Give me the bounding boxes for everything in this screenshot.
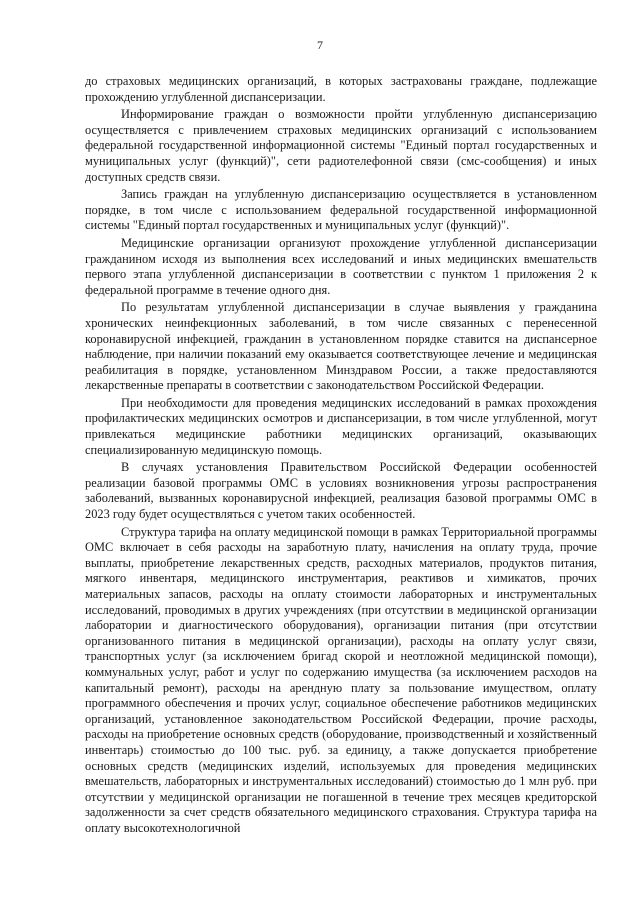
paragraph-informing: Информирование граждан о возможности пройти углубленную диспансеризацию осуществляется с привлечением страховых медицинских организаций с использованием федеральной государственной информационной системы "Единый портал государственных и муниципальных услуг (функций)", сети радиотелефонной связи (смс-сообщения) и иных доступных средств связи. xyxy=(85,107,597,184)
paragraph-specialists: При необходимости для проведения медицинских исследований в рамках прохождения профилактических медицинских осмотров и диспансеризации, в том числе углубленной, могут привлекаться медицинские работники медицинских организаций, оказывающих специализированную медицинскую помощь. xyxy=(85,395,597,457)
paragraph-tariff-structure: Структура тарифа на оплату медицинской помощи в рамках Территориальной программы ОМС включает в себя расходы на заработную плату, начисления на оплату труда, прочие выплаты, приобретение лекарственных средств, расходных материалов, продуктов питания, мягкого инвентаря, медицинского инструментария, реактивов и химикатов, прочих материальных запасов, расходы на оплату стоимости лабораторных и инструментальных исследований, проводимых в других учреждениях (при отсутствии в медицинской организации лаборатории и диагностического оборудования), организации питания (при отсутствии организованного питания в медицинской организации), расходы на оплату услуг связи, транспортных услуг (за исключением бригад скорой и неотложной медицинской помощи), коммунальных услуг, работ и услуг по содержанию имущества (за исключением расходов на капитальный ремонт), расходы на арендную плату за пользование имуществом, оплату программного обеспечения и прочих услуг, социальное обеспечение работников медицинских организаций, установленное законодательством Российской Федерации, прочие расходы, расходы на приобретение основных средств (оборудование, производственный и хозяйственный инвентарь) стоимостью до 100 тыс. руб. за единицу, а также допускается приобретение основных средств (медицинских изделий, используемых для проведения медицинских вмешательств, лабораторных и инструментальных исследований) стоимостью до 1 млн руб. при отсутствии у медицинской организации не погашенной в течение трех месяцев кредиторской задолженности за счет средств обязательного медицинского страхования. Структура тарифа на оплату высокотехнологичной xyxy=(85,524,597,835)
page-number: 7 xyxy=(317,38,323,52)
paragraph-continuation: до страховых медицинских организаций, в которых застрахованы граждане, подлежащие прохождению углубленной диспансеризации. xyxy=(85,74,597,104)
paragraph-results: По результатам углубленной диспансеризации в случае выявления у гражданина хронических неинфекционных заболеваний, в том числе связанных с перенесенной коронавирусной инфекцией, гражданин в установленном порядке ставится на диспансерное наблюдение, при наличии показаний ему оказывается соответствующее лечение и медицинская реабилитация в порядке, установленном Минздравом России, а также предоставляются лекарственные препараты в соответствии с законодательством Российской Федерации. xyxy=(85,300,597,393)
paragraph-registration: Запись граждан на углубленную диспансеризацию осуществляется в установленном порядке, в том числе с использованием федеральной государственной информационной системы "Единый портал государственных и муниципальных услуг (функций)". xyxy=(85,187,597,233)
paragraph-special-cases: В случаях установления Правительством Российской Федерации особенностей реализации базовой программы ОМС в условиях возникновения угрозы распространения заболеваний, вызванных коронавирусной инфекцией, реализация базовой программы ОМС в 2023 году будет осуществляться с учетом таких особенностей. xyxy=(85,460,597,522)
paragraph-organization: Медицинские организации организуют прохождение углубленной диспансеризации гражданином исходя из выполнения всех исследований и иных медицинских вмешательств первого этапа углубленной диспансеризации в соответствии с пунктом 1 приложения 2 к федеральной программе в течение одного дня. xyxy=(85,235,597,297)
document-body xyxy=(85,74,597,839)
